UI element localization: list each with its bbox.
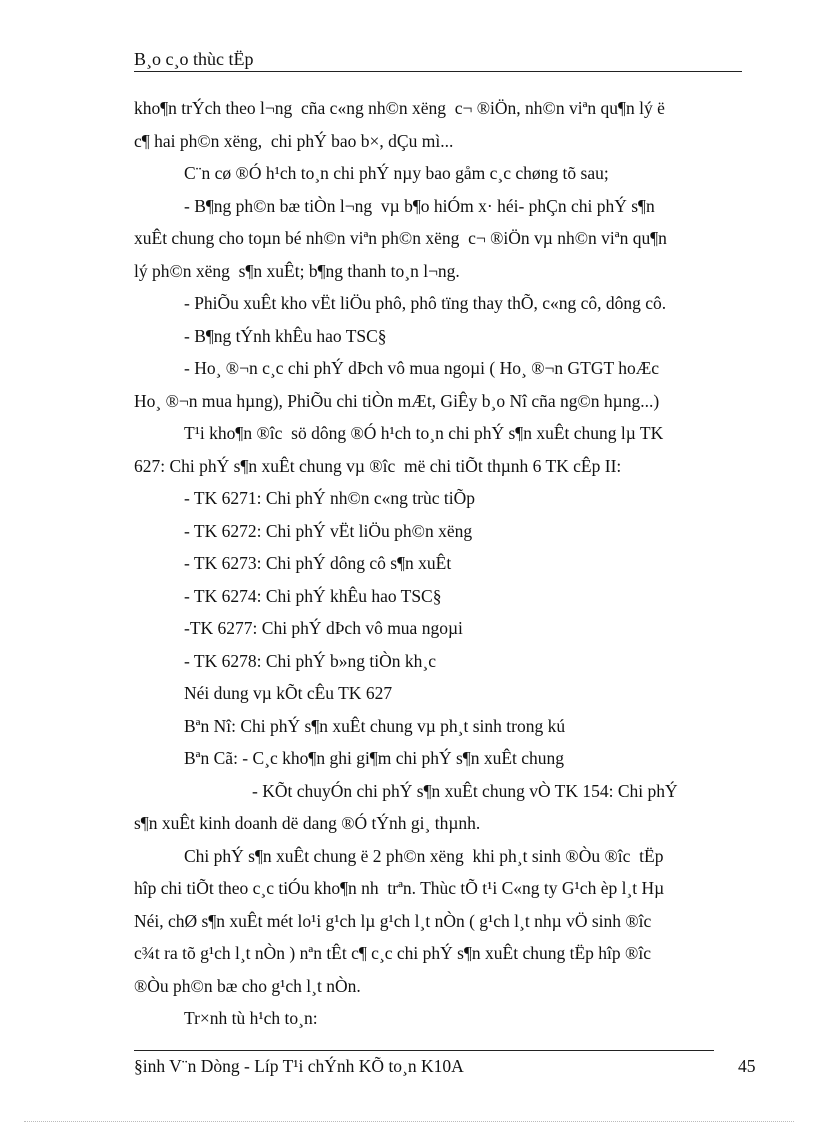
text-line: T¹i kho¶n ®îc sö dông ®Ó h¹ch to¸n chi phÝ s¶n xuÊt chung lµ TK xyxy=(184,423,664,443)
text-line: 627: Chi phÝ s¶n xuÊt chung vµ ®îc më chi tiÕt thµnh 6 TK cÊp II: xyxy=(134,455,622,476)
text-line: - PhiÕu xuÊt kho vËt liÖu phô, phô tïng thay thÕ, c«ng cô, dông cô. xyxy=(184,293,667,313)
text-line: c¾t ra tõ g¹ch l¸t nÒn ) nªn tÊt c¶ c¸c chi phÝ s¶n xuÊt chung tËp hîp ®îc xyxy=(134,943,651,963)
text-line: - B¶ng tÝnh khÊu hao TSC§ xyxy=(184,325,387,346)
text-line: c¶ hai ph©n xëng, chi phÝ bao b×, dÇu mì... xyxy=(134,130,454,151)
text-line: Bªn Nî: Chi phÝ s¶n xuÊt chung vµ ph¸t sinh trong kú xyxy=(184,715,566,736)
text-line: - TK 6272: Chi phÝ vËt liÖu ph©n xëng xyxy=(184,520,473,541)
text-line: - B¶ng ph©n bæ tiÒn l¬ng vµ b¶o hiÓm x· héi- phÇn chi phÝ s¶n xyxy=(184,195,655,216)
text-line: lý ph©n xëng s¶n xuÊt; b¶ng thanh to¸n l¬ng. xyxy=(134,260,460,281)
page-number: 45 xyxy=(738,1056,756,1076)
footer-divider xyxy=(134,1050,714,1051)
text-line: ®Òu ph©n bæ cho g¹ch l¸t nÒn. xyxy=(134,975,361,996)
text-line: xuÊt chung cho toµn bé nh©n viªn ph©n xëng c¬ ®iÖn vµ nh©n viªn qu¶n xyxy=(134,228,667,248)
text-line: kho¶n trÝch theo l¬ng cña c«ng nh©n xëng c¬ ®iÖn, nh©n viªn qu¶n lý ë xyxy=(134,98,665,118)
text-line: Néi dung vµ kÕt cÊu TK 627 xyxy=(184,683,393,703)
document-body xyxy=(134,92,742,1035)
text-line: Chi phÝ s¶n xuÊt chung ë 2 ph©n xëng khi ph¸t sinh ®Òu ®îc tËp xyxy=(184,845,664,866)
text-line: - TK 6271: Chi phÝ nh©n c«ng trùc tiÕp xyxy=(184,488,476,508)
page-bottom-edge xyxy=(24,1121,794,1122)
text-line: Néi, chØ s¶n xuÊt mét lo¹i g¹ch lµ g¹ch l¸t nÒn ( g¹ch l¸t nhµ vÖ sinh ®îc xyxy=(134,910,652,931)
text-line: -TK 6277: Chi phÝ dÞch vô mua ngoµi xyxy=(184,618,463,638)
text-line: C¨n cø ®Ó h¹ch to¸n chi phÝ nµy bao gåm c¸c chøng tõ sau; xyxy=(184,163,609,183)
text-line: s¶n xuÊt kinh doanh dë dang ®Ó tÝnh gi¸ thµnh. xyxy=(134,813,481,833)
text-line: Ho¸ ®¬n mua hµng), PhiÕu chi tiÒn mÆt, GiÊy b¸o Nî cña ng©n hµng...) xyxy=(134,390,660,411)
footer-author: §inh V¨n Dòng - Líp T¹i chÝnh KÕ to¸n K10A xyxy=(134,1056,464,1076)
text-line: - Ho¸ ®¬n c¸c chi phÝ dÞch vô mua ngoµi ( Ho¸ ®¬n GTGT hoÆc xyxy=(184,358,660,378)
header-divider xyxy=(134,71,742,72)
text-line: - TK 6278: Chi phÝ b»ng tiÒn kh¸c xyxy=(184,650,436,671)
text-line: - TK 6273: Chi phÝ dông cô s¶n xuÊt xyxy=(184,553,452,573)
text-line: - TK 6274: Chi phÝ khÊu hao TSC§ xyxy=(184,585,442,606)
page-header-title: B¸o c¸o thùc tËp xyxy=(134,49,254,69)
text-line: - KÕt chuyÓn chi phÝ s¶n xuÊt chung vÒ TK 154: Chi phÝ xyxy=(252,780,678,801)
text-line: Tr×nh tù h¹ch to¸n: xyxy=(184,1008,318,1028)
text-line: Bªn Cã: - C¸c kho¶n ghi gi¶m chi phÝ s¶n xuÊt chung xyxy=(184,748,565,768)
text-line: hîp chi tiÕt theo c¸c tiÓu kho¶n nh trªn. Thùc tÕ t¹i C«ng ty G¹ch èp l¸t Hµ xyxy=(134,878,665,898)
